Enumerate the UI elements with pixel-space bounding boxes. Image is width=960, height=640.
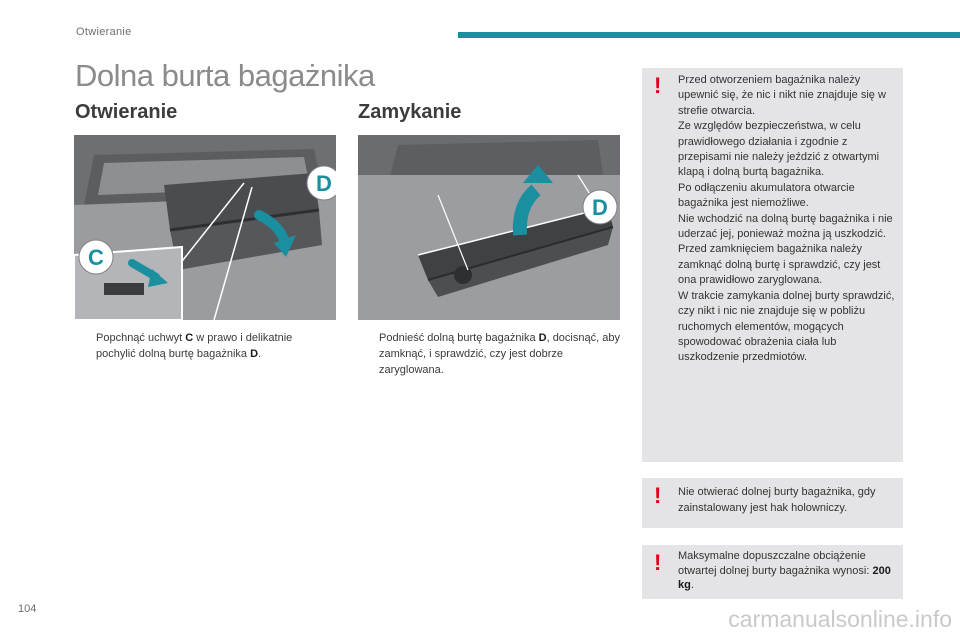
closing-photo <box>358 135 620 320</box>
warning-exclamation-icon: ! <box>654 483 662 508</box>
section-label: Otwieranie <box>76 26 132 38</box>
closing-heading: Zamykanie <box>358 101 462 123</box>
warning-line: Przed zamknięciem bagażnika należy zamknąć dolną burtę i sprawdzić, czy jest ona prawidłowo zaryglowana. <box>678 243 881 287</box>
opening-step: Popchnąć uchwyt C w prawo i delikatnie pochylić dolną burtę bagażnika D. <box>96 332 293 360</box>
warning-box-load <box>642 545 903 599</box>
section-color-bar <box>458 32 960 38</box>
page-number: 104 <box>18 603 37 615</box>
warning-exclamation-icon: ! <box>654 550 662 575</box>
opening-heading: Otwieranie <box>75 101 178 123</box>
warning-line: Przed otworzeniem bagażnika należy upewnić się, że nic i nikt nie znajduje się w strefie otwarcia. <box>678 74 886 117</box>
warning-line: Nie otwierać dolnej burty bagażnika, gdy zainstalowany jest hak holowniczy. <box>678 486 876 514</box>
warning-line: Maksymalne dopuszczalne obciążenie otwartej dolnej burty bagażnika wynosi: 200 kg. <box>678 550 891 591</box>
warning-line: W trakcie zamykania dolnej burty sprawdzić, czy nikt i nic nie znajduje się w pobliżu ruchomych elementów, mogących spowodować obrażenia ciała lub uszkodzenie przedmiotów. <box>678 289 895 364</box>
closing-step: Podnieść dolną burtę bagażnika D, docisnąć, aby zamknąć, i sprawdzić, czy jest dobrze zaryglowana. <box>379 332 620 376</box>
callout-d-label: D <box>316 171 332 196</box>
warning-line: Nie wchodzić na dolną burtę bagażnika i nie uderzać jej, ponieważ można ją uszkodzić. <box>678 212 893 241</box>
warning-box-general <box>642 68 903 462</box>
page-title: Dolna burta bagażnika <box>75 58 375 93</box>
callout-c-label: C <box>88 245 104 270</box>
opening-photo <box>74 135 336 320</box>
warning-exclamation-icon: ! <box>654 73 662 98</box>
warning-line: Po odłączeniu akumulatora otwarcie bagażnika jest niemożliwe. <box>678 181 855 210</box>
callout-d-label: D <box>592 195 608 220</box>
watermark: carmanualsonline.info <box>728 606 952 632</box>
warning-box-towbar <box>642 478 903 528</box>
warning-line: Ze względów bezpieczeństwa, w celu prawidłowego działania i zgodnie z przepisami nie należy jeździć z otwartymi klapą i dolną burtą bagażnika. <box>678 120 880 179</box>
